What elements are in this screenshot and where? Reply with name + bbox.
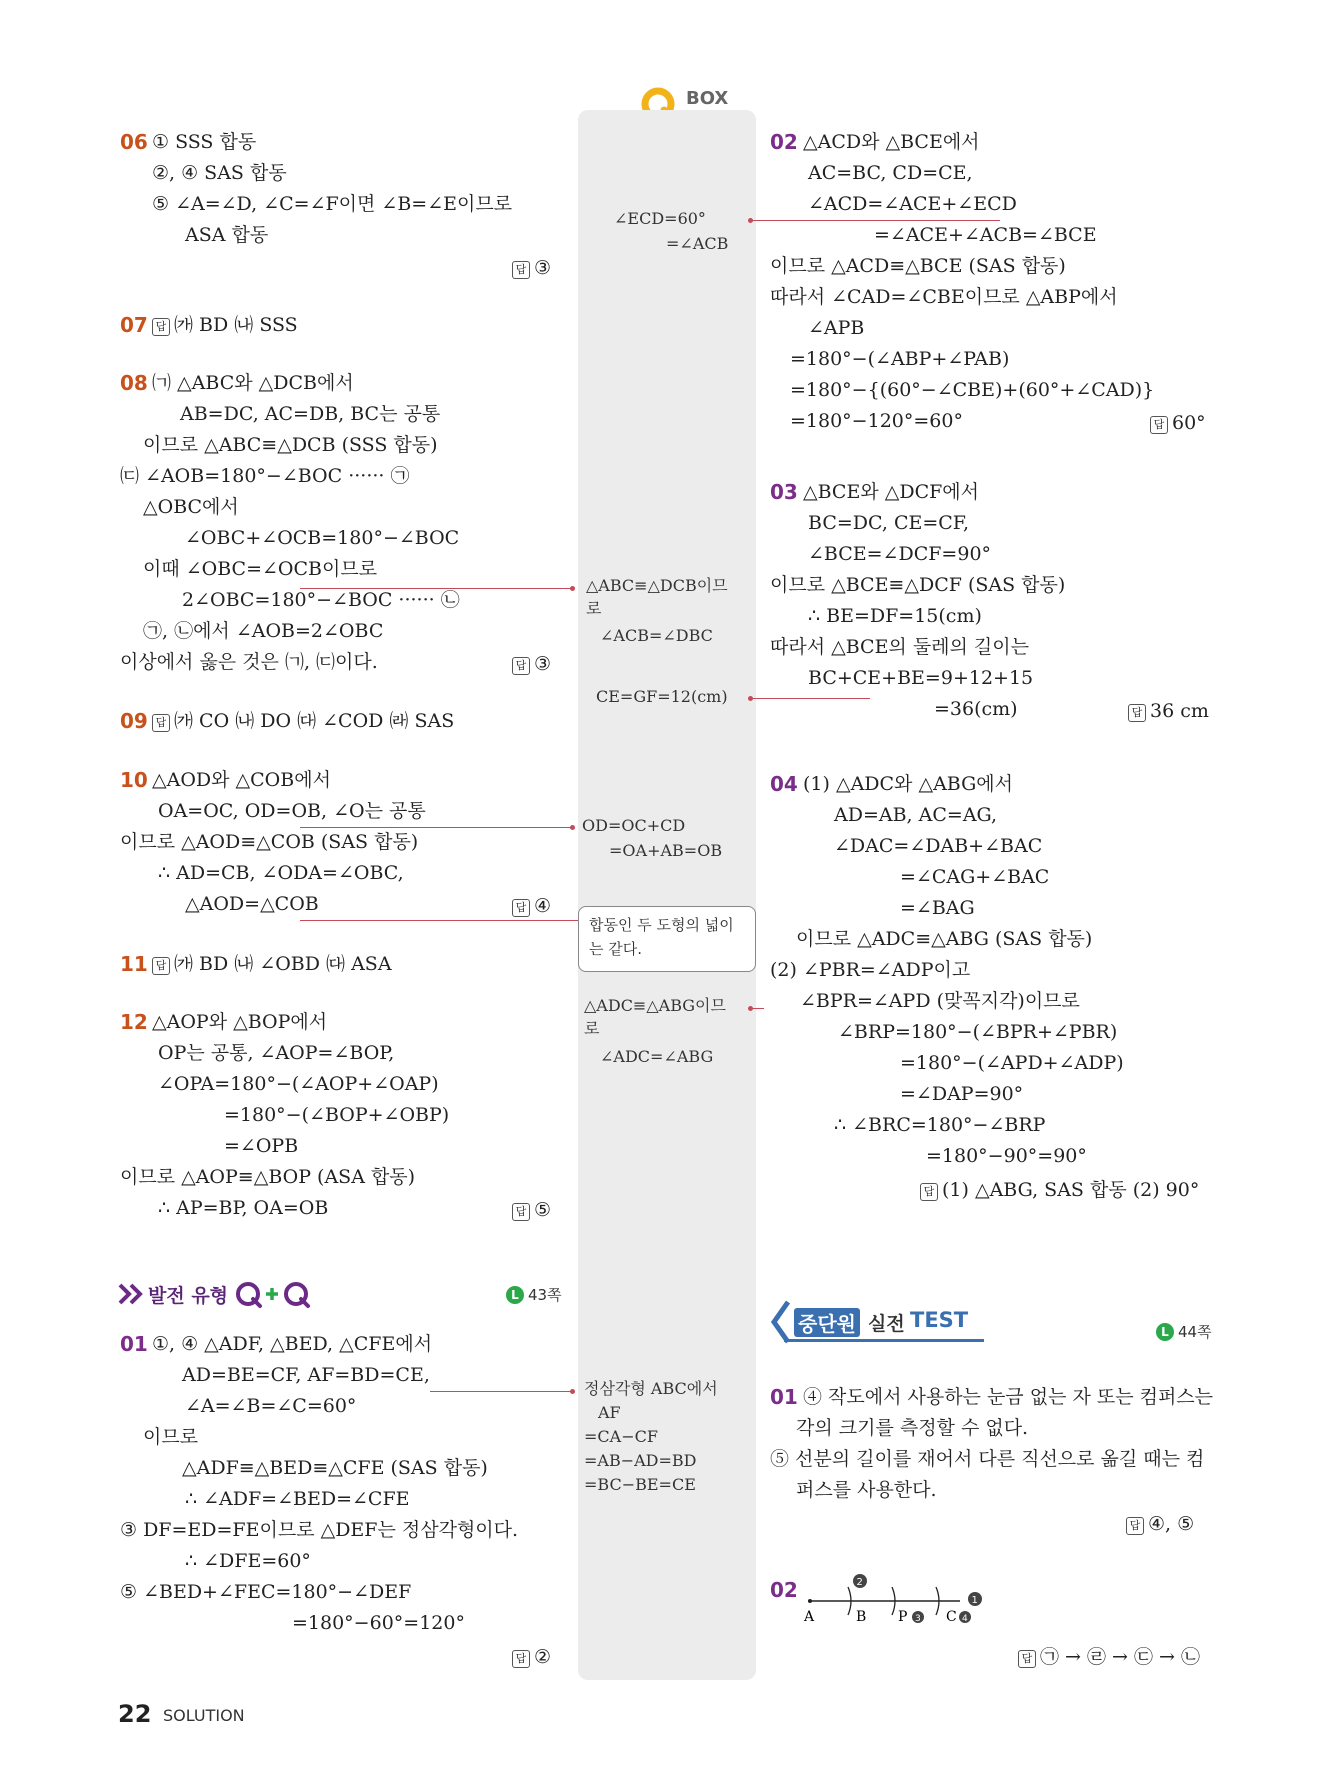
answer: 답 60° bbox=[1150, 411, 1206, 435]
solution-line: △AOD와 △COB에서 bbox=[152, 769, 331, 791]
connector-dot bbox=[748, 696, 753, 701]
problem-number: 01 bbox=[770, 1385, 798, 1409]
box-note: △ABC≡△DCB이므 bbox=[586, 576, 728, 595]
answer-icon: 답 bbox=[152, 318, 170, 336]
connector-line bbox=[750, 220, 1000, 221]
solution-line: =180°−(∠ABP+∠PAB) bbox=[790, 348, 1010, 370]
solution-line: 퍼스를 사용한다. bbox=[796, 1479, 937, 1501]
solution-line: =180°−{(60°−∠CBE)+(60°+∠CAD)} bbox=[790, 379, 1155, 401]
solution-line: 이므로 bbox=[143, 1426, 199, 1448]
solution-line: BC=DC, CE=CF, bbox=[808, 512, 970, 534]
box-note: AF bbox=[598, 1403, 621, 1422]
solution-line: 이므로 △AOP≡△BOP (ASA 합동) bbox=[120, 1166, 416, 1188]
solution-line: ⑤ ∠BED+∠FEC=180°−∠DEF bbox=[120, 1581, 412, 1603]
box-note: ∠ADC=∠ABG bbox=[600, 1047, 714, 1066]
section-title: 실전 bbox=[868, 1313, 905, 1335]
box-note: 로 bbox=[584, 1019, 600, 1038]
box-note: △ADC≡△ABG이므 bbox=[584, 996, 726, 1015]
answer: 답 (1) △ABG, SAS 합동 (2) 90° bbox=[920, 1178, 1199, 1202]
point-label: B bbox=[856, 1609, 867, 1625]
section-title: TEST bbox=[910, 1308, 969, 1332]
problem-number: 06 bbox=[120, 130, 148, 154]
solution-line: △BCE와 △DCF에서 bbox=[803, 481, 980, 503]
solution-line: ∠BPR=∠APD (맞꼭지각)이므로 bbox=[800, 990, 1080, 1012]
solution-line: 각의 크기를 측정할 수 없다. bbox=[796, 1417, 1029, 1439]
connector-dot bbox=[570, 825, 575, 830]
solution-line: ∠DAC=∠DAB+∠BAC bbox=[834, 835, 1043, 857]
solution-line: AC=BC, CD=CE, bbox=[808, 162, 973, 184]
answer: 답 ③ bbox=[512, 652, 551, 676]
answer-line: 답 ㈎ BD ㈏ SSS bbox=[152, 313, 298, 337]
answer-line: 답 ㈎ BD ㈏ ∠OBD ㈐ ASA bbox=[152, 952, 392, 976]
solution-line: ㉠, ㉡에서 ∠AOB=2∠OBC bbox=[143, 620, 384, 642]
solution-line: △AOP와 △BOP에서 bbox=[152, 1011, 328, 1033]
solution-line: ASA 합동 bbox=[185, 224, 269, 246]
answer-icon: 답 bbox=[512, 657, 530, 675]
problem-number: 10 bbox=[120, 768, 148, 792]
problem-number: 11 bbox=[120, 952, 148, 976]
solution-line: ∴ ∠BRC=180°−∠BRP bbox=[834, 1114, 1046, 1136]
answer-icon: 답 bbox=[512, 1650, 530, 1668]
solution-line: ㈂ ∠AOB=180°−∠BOC ······ ㉠ bbox=[120, 465, 410, 487]
solution-line: 이므로 △ABC≡△DCB (SSS 합동) bbox=[143, 434, 438, 456]
solution-line: AB=DC, AC=DB, BC는 공통 bbox=[180, 403, 441, 425]
solution-line: ②, ④ SAS 합동 bbox=[152, 162, 287, 184]
construction-diagram bbox=[800, 1565, 1000, 1625]
solution-line: OA=OC, OD=OB, ∠O는 공통 bbox=[158, 800, 426, 822]
box-note: =BC−BE=CE bbox=[584, 1475, 696, 1494]
solution-line: △AOD=△COB bbox=[185, 893, 319, 915]
solution-line: =180°−60°=120° bbox=[292, 1612, 465, 1634]
solution-line: ∴ ∠ADF=∠BED=∠CFE bbox=[185, 1488, 410, 1510]
point-label: P bbox=[898, 1609, 908, 1625]
page-number: 22 bbox=[118, 1700, 152, 1728]
problem-number: 01 bbox=[120, 1332, 148, 1356]
solution-line: ∠OBC+∠OCB=180°−∠BOC bbox=[185, 527, 460, 549]
connector-line bbox=[300, 827, 572, 828]
connector-dot bbox=[570, 586, 575, 591]
solution-line: =∠DAP=90° bbox=[900, 1083, 1024, 1105]
answer-icon: 답 bbox=[920, 1183, 938, 1201]
solution-line: (1) △ADC와 △ABG에서 bbox=[803, 773, 1013, 795]
answer: 답 ④, ⑤ bbox=[1126, 1512, 1194, 1536]
box-note: =∠ACB bbox=[666, 234, 729, 253]
box-note: ∠ECD=60° bbox=[614, 209, 706, 228]
solution-line: BC+CE+BE=9+12+15 bbox=[808, 667, 1034, 689]
page-reference: L 43쪽 bbox=[506, 1285, 562, 1305]
problem-number: 03 bbox=[770, 480, 798, 504]
q-plus-q-logo-icon bbox=[234, 1280, 320, 1310]
section-header-test bbox=[770, 1300, 1000, 1344]
page-reference: L 44쪽 bbox=[1156, 1322, 1212, 1342]
section-title: 발전 유형 bbox=[148, 1285, 229, 1307]
box-note: ∠ACB=∠DBC bbox=[600, 626, 713, 645]
solution-line: ①, ④ △ADF, △BED, △CFE에서 bbox=[152, 1333, 433, 1355]
solution-line: =∠BAG bbox=[900, 897, 975, 919]
point-label: A bbox=[804, 1609, 815, 1625]
solution-line: ∴ BE=DF=15(cm) bbox=[808, 605, 982, 627]
solution-line: =36(cm) bbox=[934, 698, 1018, 720]
solution-line: =180°−120°=60° bbox=[790, 410, 963, 432]
solution-line: 이므로 △ACD≡△BCE (SAS 합동) bbox=[770, 255, 1066, 277]
solution-line: 이므로 △ADC≡△ABG (SAS 합동) bbox=[796, 928, 1093, 950]
answer: 답 ④ bbox=[512, 894, 551, 918]
solution-line: =∠OPB bbox=[224, 1135, 299, 1157]
solution-line: ∴ AP=BP, OA=OB bbox=[158, 1197, 329, 1219]
solution-line: 따라서 △BCE의 둘레의 길이는 bbox=[770, 636, 1029, 658]
connector-dot bbox=[748, 1006, 753, 1011]
answer: 답 36 cm bbox=[1128, 699, 1209, 723]
box-label: BOX bbox=[686, 88, 729, 109]
solution-line: ∠BCE=∠DCF=90° bbox=[808, 543, 992, 565]
solution-line: 2∠OBC=180°−∠BOC ······ ㉡ bbox=[182, 589, 460, 611]
footer-label: SOLUTION bbox=[163, 1706, 245, 1725]
solution-line: 이므로 △BCE≡△DCF (SAS 합동) bbox=[770, 574, 1066, 596]
problem-number: 07 bbox=[120, 313, 148, 337]
problem-number: 09 bbox=[120, 709, 148, 733]
solution-line: (2) ∠PBR=∠ADP이고 bbox=[770, 959, 971, 981]
connector-dot bbox=[570, 1389, 575, 1394]
solution-line: =180°−(∠BOP+∠OBP) bbox=[224, 1104, 450, 1126]
step-label: 4 bbox=[962, 1614, 968, 1624]
answer-icon: 답 bbox=[1128, 704, 1146, 722]
lesson-icon: L bbox=[1156, 1323, 1174, 1341]
solution-line: OP는 공통, ∠AOP=∠BOP, bbox=[158, 1042, 395, 1064]
solution-line: ∠OPA=180°−(∠AOP+∠OAP) bbox=[158, 1073, 439, 1095]
solution-line: =∠CAG+∠BAC bbox=[900, 866, 1050, 888]
solution-line: ① SSS 합동 bbox=[152, 131, 257, 153]
box-note: 합동인 두 도형의 넓이 bbox=[589, 916, 734, 934]
connector-line bbox=[430, 1391, 572, 1392]
lesson-icon: L bbox=[506, 1286, 524, 1304]
solution-line: =180°−(∠APD+∠ADP) bbox=[900, 1052, 1124, 1074]
solution-line: ∠A=∠B=∠C=60° bbox=[185, 1395, 357, 1417]
box-callout bbox=[578, 906, 756, 972]
problem-number: 02 bbox=[770, 130, 798, 154]
answer: 답 ⑤ bbox=[512, 1198, 551, 1222]
solution-line: 따라서 ∠CAD=∠CBE이므로 △ABP에서 bbox=[770, 286, 1118, 308]
box-note: OD=OC+CD bbox=[582, 816, 686, 835]
section-title: 중단원 bbox=[794, 1308, 860, 1337]
answer-icon: 답 bbox=[1018, 1650, 1036, 1668]
connector-dot bbox=[748, 218, 753, 223]
box-note: 정삼각형 ABC에서 bbox=[584, 1379, 718, 1398]
answer-icon: 답 bbox=[512, 1203, 530, 1221]
step-label: 2 bbox=[856, 1577, 863, 1588]
solution-line: ∠ACD=∠ACE+∠ECD bbox=[808, 193, 1017, 215]
point-label: C bbox=[946, 1609, 957, 1625]
solution-line: 이므로 △AOD≡△COB (SAS 합동) bbox=[120, 831, 419, 853]
problem-number: 04 bbox=[770, 772, 798, 796]
solution-line: ㈀ △ABC와 △DCB에서 bbox=[152, 372, 354, 394]
box-note: 로 bbox=[586, 599, 602, 618]
solution-line: AD=AB, AC=AG, bbox=[834, 804, 998, 826]
answer-icon: 답 bbox=[152, 957, 170, 975]
solution-line: ∠APB bbox=[808, 317, 865, 339]
solution-line: AD=BE=CF, AF=BD=CE, bbox=[182, 1364, 430, 1386]
answer-icon: 답 bbox=[512, 899, 530, 917]
answer-icon: 답 bbox=[1150, 416, 1168, 434]
solution-line: =180°−90°=90° bbox=[926, 1145, 1087, 1167]
problem-number: 02 bbox=[770, 1578, 798, 1602]
box-note: 는 같다. bbox=[589, 940, 643, 958]
solution-line: ⑤ ∠A=∠D, ∠C=∠F이면 ∠B=∠E이므로 bbox=[152, 193, 513, 215]
box-note: CE=GF=12(cm) bbox=[596, 687, 728, 706]
solution-line: =∠ACE+∠ACB=∠BCE bbox=[874, 224, 1097, 246]
answer-icon: 답 bbox=[512, 261, 530, 279]
connector-line bbox=[750, 698, 870, 699]
answer: 답 ㉠ → ㉣ → ㉢ → ㉡ bbox=[1018, 1645, 1200, 1669]
box-note: =OA+AB=OB bbox=[609, 841, 723, 860]
step-label: 1 bbox=[971, 1595, 978, 1606]
connector-line bbox=[300, 588, 572, 589]
solution-line: ③ DF=ED=FE이므로 △DEF는 정삼각형이다. bbox=[120, 1519, 519, 1541]
answer-line: 답 ㈎ CO ㈏ DO ㈐ ∠COD ㈑ SAS bbox=[152, 709, 454, 733]
solution-line: 이상에서 옳은 것은 ㈀, ㈂이다. bbox=[120, 651, 378, 673]
answer-icon: 답 bbox=[152, 714, 170, 732]
box-note: =AB−AD=BD bbox=[584, 1451, 697, 1470]
solution-line: △OBC에서 bbox=[143, 496, 239, 518]
solution-line: ∴ AD=CB, ∠ODA=∠OBC, bbox=[158, 862, 404, 884]
connector-line bbox=[300, 920, 578, 921]
problem-number: 08 bbox=[120, 371, 148, 395]
solution-line: ∠BRP=180°−(∠BPR+∠PBR) bbox=[838, 1021, 1118, 1043]
step-label: 3 bbox=[915, 1614, 921, 1624]
answer-icon: 답 bbox=[1126, 1517, 1144, 1535]
problem-number: 12 bbox=[120, 1010, 148, 1034]
answer: 답 ② bbox=[512, 1645, 551, 1669]
answer: 답 ③ bbox=[512, 256, 551, 280]
solution-line: ④ 작도에서 사용하는 눈금 없는 자 또는 컴퍼스는 bbox=[803, 1386, 1214, 1408]
double-chevron-icon bbox=[118, 1283, 144, 1305]
box-note: =CA−CF bbox=[584, 1427, 658, 1446]
solution-line: ⑤ 선분의 길이를 재어서 다른 직선으로 옮길 때는 컴 bbox=[770, 1448, 1205, 1470]
solution-line: 이때 ∠OBC=∠OCB이므로 bbox=[143, 558, 378, 580]
solution-line: ∴ ∠DFE=60° bbox=[185, 1550, 311, 1572]
solution-line: △ADF≡△BED≡△CFE (SAS 합동) bbox=[182, 1457, 488, 1479]
solution-line: △ACD와 △BCE에서 bbox=[803, 131, 980, 153]
